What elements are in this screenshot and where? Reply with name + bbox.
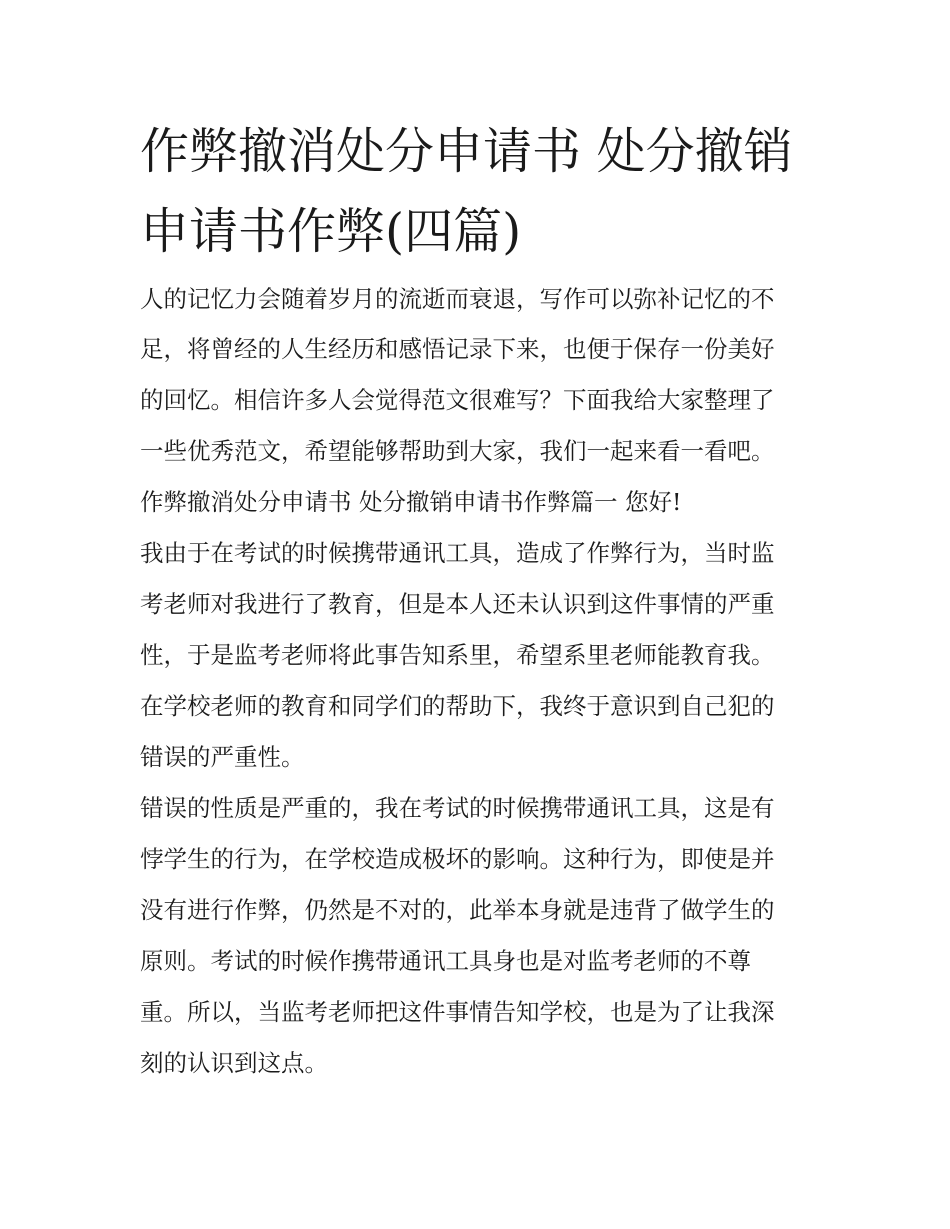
body-line: 足，将曾经的人生经历和感悟记录下来，也便于保存一份美好	[140, 335, 775, 363]
body-line: 没有进行作弊，仍然是不对的，此举本身就是违背了做学生的	[140, 896, 775, 924]
body-line: 错误的严重性。	[140, 743, 305, 771]
body-line: 在学校老师的教育和同学们的帮助下，我终于意识到自己犯的	[140, 692, 775, 720]
document-title	[140, 112, 820, 272]
body-line: 的回忆。相信许多人会觉得范文很难写？下面我给大家整理了	[140, 386, 775, 414]
body-line: 人的记忆力会随着岁月的流逝而衰退，写作可以弥补记忆的不	[140, 285, 775, 313]
body-line: 考老师对我进行了教育，但是本人还未认识到这件事情的严重	[140, 590, 775, 618]
body-line: 悖学生的行为，在学校造成极坏的影响。这种行为，即使是并	[140, 845, 775, 873]
body-line: 我由于在考试的时候携带通讯工具，造成了作弊行为，当时监	[140, 539, 775, 567]
body-line: 作弊撤消处分申请书 处分撤销申请书作弊篇一 您好!	[140, 488, 682, 516]
body-line: 一些优秀范文，希望能够帮助到大家，我们一起来看一看吧。	[140, 437, 775, 465]
body-line: 重。所以，当监考老师把这件事情告知学校，也是为了让我深	[140, 998, 775, 1026]
title-line-1: 作弊撤消处分申请书 处分撤销	[140, 123, 793, 180]
title-line-2: 申请书作弊(四篇)	[140, 203, 522, 260]
body-line: 原则。考试的时候作携带通讯工具身也是对监考老师的不尊	[140, 947, 751, 975]
body-line: 错误的性质是严重的，我在考试的时候携带通讯工具，这是有	[140, 794, 775, 822]
body-line: 性，于是监考老师将此事告知系里，希望系里老师能教育我。	[140, 641, 775, 669]
body-line: 刻的认识到这点。	[140, 1049, 328, 1077]
